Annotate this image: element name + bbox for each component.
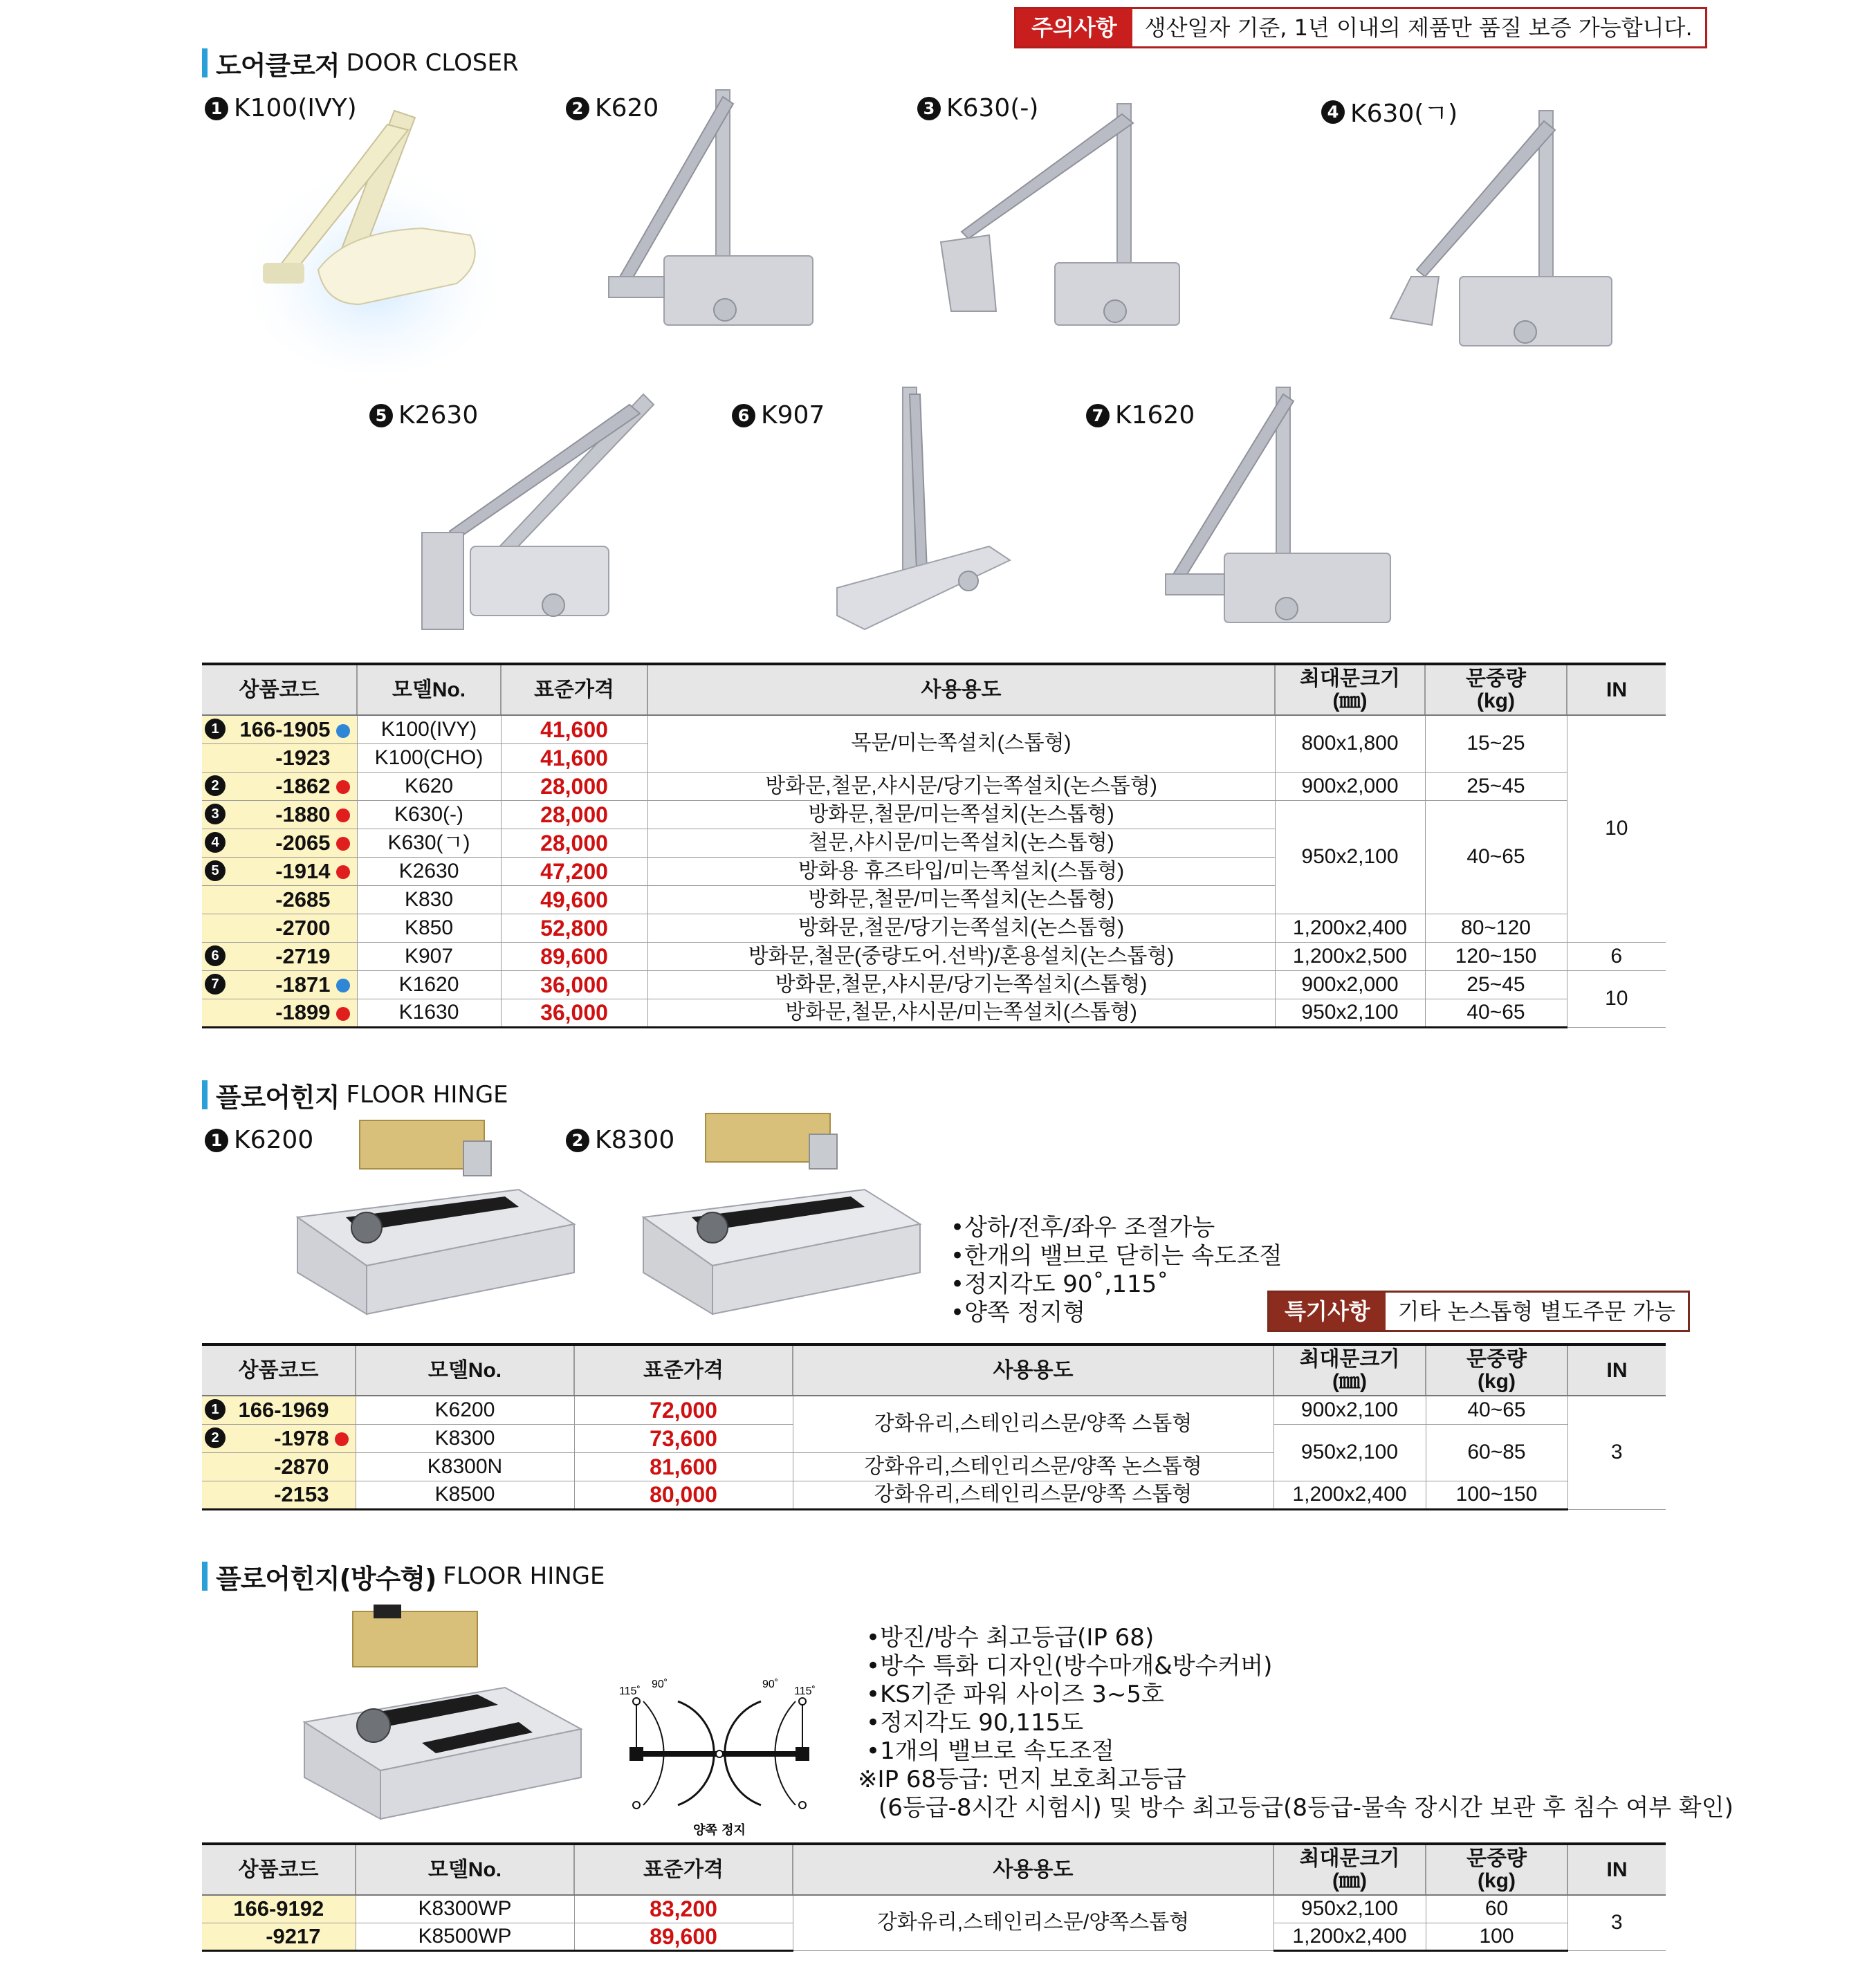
section-accent-bar <box>202 48 208 77</box>
price: 83,200 <box>574 1895 793 1923</box>
product-label: 7 K1620 <box>1086 401 1195 429</box>
feature-item: • 상하/전후/좌우 조절가능 <box>950 1214 1282 1242</box>
angle-label-inner-left: 90˚ <box>652 1679 668 1690</box>
usage: 방화문,철문,샤시문/당기는쪽설치(스톱형) <box>647 970 1275 999</box>
model-no: K8300N <box>356 1452 574 1481</box>
status-dot <box>336 780 350 794</box>
model-no: K8500 <box>356 1481 574 1509</box>
model-no: K8300 <box>356 1424 574 1452</box>
waterproof-table <box>202 1842 1666 1952</box>
ip-note: ※IP 68등급: 먼지 보호최고등급 <box>858 1766 1186 1793</box>
max-size: 1,200x2,500 <box>1275 942 1425 970</box>
table-row <box>202 942 1666 970</box>
product-image-k8300 <box>636 1107 927 1328</box>
usage: 강화유리,스테인리스문/양쪽 스톱형 <box>793 1481 1273 1509</box>
status-dot <box>336 724 350 738</box>
max-size: 1,200x2,400 <box>1273 1923 1426 1950</box>
section-title-en: FLOOR HINGE <box>443 1562 605 1590</box>
product-label: 4 K630(ㄱ) <box>1321 94 1457 129</box>
product-code: 5 -1914 <box>202 857 357 885</box>
price: 28,000 <box>501 772 647 800</box>
price: 28,000 <box>501 829 647 857</box>
table-row <box>202 1396 1666 1424</box>
model-no: K100(IVY) <box>357 715 501 743</box>
section-title-door-closer <box>202 47 519 79</box>
price: 49,600 <box>501 885 647 914</box>
model-no: K630(ㄱ) <box>357 829 501 857</box>
table-row <box>202 1481 1666 1509</box>
product-image-k6200 <box>291 1113 581 1321</box>
floor-hinge-table <box>202 1343 1666 1510</box>
price: 41,600 <box>501 743 647 772</box>
section-title-ko: 플로어힌지(방수형) <box>216 1563 436 1594</box>
section-title-ko: 플로어힌지 <box>216 1082 340 1113</box>
max-size: 1,200x2,400 <box>1273 1481 1426 1509</box>
max-size: 800x1,800 <box>1275 715 1425 772</box>
header-usage: 사용용도 <box>793 1844 1273 1895</box>
header-weight: 문중량 (kg) <box>1425 664 1567 715</box>
product-label: 1 K100(IVY) <box>205 94 357 122</box>
header-price: 표준가격 <box>574 1344 793 1396</box>
usage: 강화유리,스테인리스문/양쪽 스톱형 <box>793 1396 1273 1452</box>
header-weight: 문중량 (kg) <box>1426 1844 1567 1895</box>
product-code: -2700 <box>202 914 357 942</box>
status-dot <box>336 808 350 822</box>
price: 36,000 <box>501 970 647 999</box>
model-no: K8500WP <box>356 1923 574 1950</box>
max-size: 900x2,000 <box>1275 772 1425 800</box>
max-size: 950x2,100 <box>1275 999 1425 1027</box>
stop-angle-diagram <box>616 1674 823 1840</box>
door-weight: 25~45 <box>1425 970 1567 999</box>
feature-item: • 1개의 밸브로 속도조절 <box>866 1737 1734 1766</box>
table-header-row <box>202 664 1666 715</box>
door-weight: 80~120 <box>1425 914 1567 942</box>
max-size: 900x2,000 <box>1275 970 1425 999</box>
product-code: 1 166-1905 <box>202 715 357 743</box>
angle-label-outer-right: 115˚ <box>794 1685 816 1697</box>
door-weight: 40~65 <box>1425 999 1567 1027</box>
feature-item: • 방수 특화 디자인(방수마개&방수커버) <box>866 1652 1734 1681</box>
product-image-k620 <box>595 76 837 339</box>
door-weight: 60 <box>1426 1895 1567 1923</box>
header-model: 모델No. <box>357 664 501 715</box>
model-no: K1630 <box>357 999 501 1027</box>
product-image-k907 <box>823 373 1024 643</box>
product-label: 2 K8300 <box>566 1126 674 1154</box>
product-label: 1 K6200 <box>205 1126 313 1154</box>
in-qty: 10 <box>1567 970 1666 1027</box>
header-price: 표준가격 <box>501 664 647 715</box>
door-closer-table <box>202 663 1666 1028</box>
feature-item: • 정지각도 90˚,115˚ <box>950 1270 1282 1299</box>
status-dot <box>336 979 350 992</box>
max-size: 950x2,100 <box>1273 1424 1426 1481</box>
header-in: IN <box>1567 1344 1666 1396</box>
product-label: 3 K630(-) <box>917 94 1038 122</box>
model-no: K100(CHO) <box>357 743 501 772</box>
max-size: 900x2,100 <box>1273 1396 1426 1424</box>
usage: 목문/미는쪽설치(스톱형) <box>647 715 1275 772</box>
usage: 방화용 휴즈타입/미는쪽설치(스톱형) <box>647 857 1275 885</box>
notice-special <box>1267 1291 1690 1332</box>
product-label: 6 K907 <box>732 401 825 429</box>
table-row <box>202 1895 1666 1923</box>
product-code: 3 -1880 <box>202 800 357 829</box>
table-row <box>202 914 1666 942</box>
model-no: K630(-) <box>357 800 501 829</box>
door-weight: 120~150 <box>1425 942 1567 970</box>
product-code: 166-9192 <box>202 1895 356 1923</box>
feature-item: • KS기준 파워 사이즈 3~5호 <box>866 1681 1734 1709</box>
price: 47,200 <box>501 857 647 885</box>
diagram-caption: 양쪽 정지 <box>693 1823 746 1838</box>
price: 73,600 <box>574 1424 793 1452</box>
product-code: 2 -1862 <box>202 772 357 800</box>
section-accent-bar <box>202 1080 208 1109</box>
section-title-floor-hinge-waterproof <box>202 1560 605 1592</box>
in-qty: 6 <box>1567 942 1666 970</box>
section-title-en: FLOOR HINGE <box>346 1081 508 1109</box>
product-code: -2685 <box>202 885 357 914</box>
status-dot <box>335 1432 349 1446</box>
model-no: K2630 <box>357 857 501 885</box>
header-code: 상품코드 <box>202 1344 356 1396</box>
price: 41,600 <box>501 715 647 743</box>
door-weight: 40~65 <box>1425 800 1567 914</box>
table-row <box>202 800 1666 829</box>
header-size: 최대문크기 (㎜) <box>1275 664 1425 715</box>
header-code: 상품코드 <box>202 664 357 715</box>
notice-tag: 특기사항 <box>1269 1293 1386 1330</box>
product-image-k100 <box>221 97 512 373</box>
max-size: 950x2,100 <box>1275 800 1425 914</box>
header-model: 모델No. <box>356 1344 574 1396</box>
feature-item: • 양쪽 정지형 <box>950 1299 1282 1327</box>
usage: 방화문,철문(중량도어.선박)/혼용설치(논스톱형) <box>647 942 1275 970</box>
header-weight: 문중량 (kg) <box>1426 1344 1567 1396</box>
feature-item: • 한개의 밸브로 닫히는 속도조절 <box>950 1242 1282 1270</box>
angle-label-inner-right: 90˚ <box>762 1679 779 1690</box>
header-in: IN <box>1567 1844 1666 1895</box>
ip-note-detail: (6등급-8시간 시험시) 및 방수 최고등급(8등급-물속 장시간 보관 후 침수 여부 확인) <box>879 1794 1734 1822</box>
door-weight: 25~45 <box>1425 772 1567 800</box>
product-code: 6 -2719 <box>202 942 357 970</box>
product-code: 2 -1978 <box>202 1424 356 1452</box>
angle-label-outer-left: 115˚ <box>619 1685 641 1697</box>
header-in: IN <box>1567 664 1666 715</box>
notice-text: 생산일자 기준, 1년 이내의 제품만 품질 보증 가능합니다. <box>1132 9 1705 46</box>
price: 81,600 <box>574 1452 793 1481</box>
section-accent-bar <box>202 1562 208 1591</box>
price: 28,000 <box>501 800 647 829</box>
product-label: 2 K620 <box>566 94 659 122</box>
product-image-k630-dash <box>934 90 1183 339</box>
feature-item: • 방진/방수 최고등급(IP 68) <box>866 1624 1734 1652</box>
status-dot <box>336 1007 350 1021</box>
product-code: -2870 <box>202 1452 356 1481</box>
price: 89,600 <box>574 1923 793 1950</box>
model-no: K8300WP <box>356 1895 574 1923</box>
max-size: 950x2,100 <box>1273 1895 1426 1923</box>
notice-warranty <box>1014 7 1707 48</box>
door-weight: 40~65 <box>1426 1396 1567 1424</box>
section-title-floor-hinge <box>202 1079 508 1111</box>
model-no: K850 <box>357 914 501 942</box>
product-image-k2630 <box>415 380 664 643</box>
product-image-k8300wp <box>297 1605 588 1833</box>
usage: 방화문,철문/당기는쪽설치(논스톱형) <box>647 914 1275 942</box>
section-title-en: DOOR CLOSER <box>346 49 519 77</box>
header-usage: 사용용도 <box>647 664 1275 715</box>
product-code: -1923 <box>202 743 357 772</box>
header-price: 표준가격 <box>574 1844 793 1895</box>
table-header-row <box>202 1844 1666 1895</box>
header-size: 최대문크기 (㎜) <box>1273 1844 1426 1895</box>
price: 80,000 <box>574 1481 793 1509</box>
price: 36,000 <box>501 999 647 1027</box>
usage: 방화문,철문/미는쪽설치(논스톱형) <box>647 885 1275 914</box>
door-weight: 15~25 <box>1425 715 1567 772</box>
door-weight: 100 <box>1426 1923 1567 1950</box>
header-model: 모델No. <box>356 1844 574 1895</box>
product-code: -2153 <box>202 1481 356 1509</box>
header-size: 최대문크기 (㎜) <box>1273 1344 1426 1396</box>
usage: 강화유리,스테인리스문/양쪽 논스톱형 <box>793 1452 1273 1481</box>
door-weight: 100~150 <box>1426 1481 1567 1509</box>
price: 72,000 <box>574 1396 793 1424</box>
header-code: 상품코드 <box>202 1844 356 1895</box>
product-label: 5 K2630 <box>369 401 478 429</box>
product-code: -1899 <box>202 999 357 1027</box>
table-row <box>202 715 1666 743</box>
product-code: -9217 <box>202 1923 356 1950</box>
usage: 방화문,철문/미는쪽설치(논스톱형) <box>647 800 1275 829</box>
section-title-ko: 도어클로저 <box>216 50 340 81</box>
door-weight: 60~85 <box>1426 1424 1567 1481</box>
table-header-row <box>202 1344 1666 1396</box>
model-no: K830 <box>357 885 501 914</box>
feature-item: • 정지각도 90,115도 <box>866 1709 1734 1737</box>
model-no: K907 <box>357 942 501 970</box>
table-row <box>202 970 1666 999</box>
table-row <box>202 772 1666 800</box>
product-code: 7 -1871 <box>202 970 357 999</box>
notice-text: 기타 논스톱형 별도주문 가능 <box>1386 1293 1688 1330</box>
notice-tag: 주의사항 <box>1016 9 1132 46</box>
usage: 철문,샤시문/미는쪽설치(논스톱형) <box>647 829 1275 857</box>
price: 52,800 <box>501 914 647 942</box>
header-usage: 사용용도 <box>793 1344 1273 1396</box>
usage: 방화문,철문,샤시문/미는쪽설치(스톱형) <box>647 999 1275 1027</box>
floor-hinge-features <box>950 1214 1282 1327</box>
product-image-k630-l <box>1370 97 1626 360</box>
status-dot <box>336 865 350 879</box>
status-dot <box>336 837 350 851</box>
product-code: 1 166-1969 <box>202 1396 356 1424</box>
max-size: 1,200x2,400 <box>1275 914 1425 942</box>
price: 89,600 <box>501 942 647 970</box>
in-qty: 3 <box>1567 1396 1666 1509</box>
model-no: K620 <box>357 772 501 800</box>
waterproof-features <box>858 1624 1734 1822</box>
in-qty: 3 <box>1567 1895 1666 1950</box>
table-row <box>202 999 1666 1027</box>
product-image-k1620 <box>1155 373 1404 643</box>
usage: 강화유리,스테인리스문/양쪽스톱형 <box>793 1895 1273 1950</box>
product-code: 4 -2065 <box>202 829 357 857</box>
model-no: K6200 <box>356 1396 574 1424</box>
usage: 방화문,철문,샤시문/당기는쪽설치(논스톱형) <box>647 772 1275 800</box>
model-no: K1620 <box>357 970 501 999</box>
in-qty: 10 <box>1567 715 1666 942</box>
